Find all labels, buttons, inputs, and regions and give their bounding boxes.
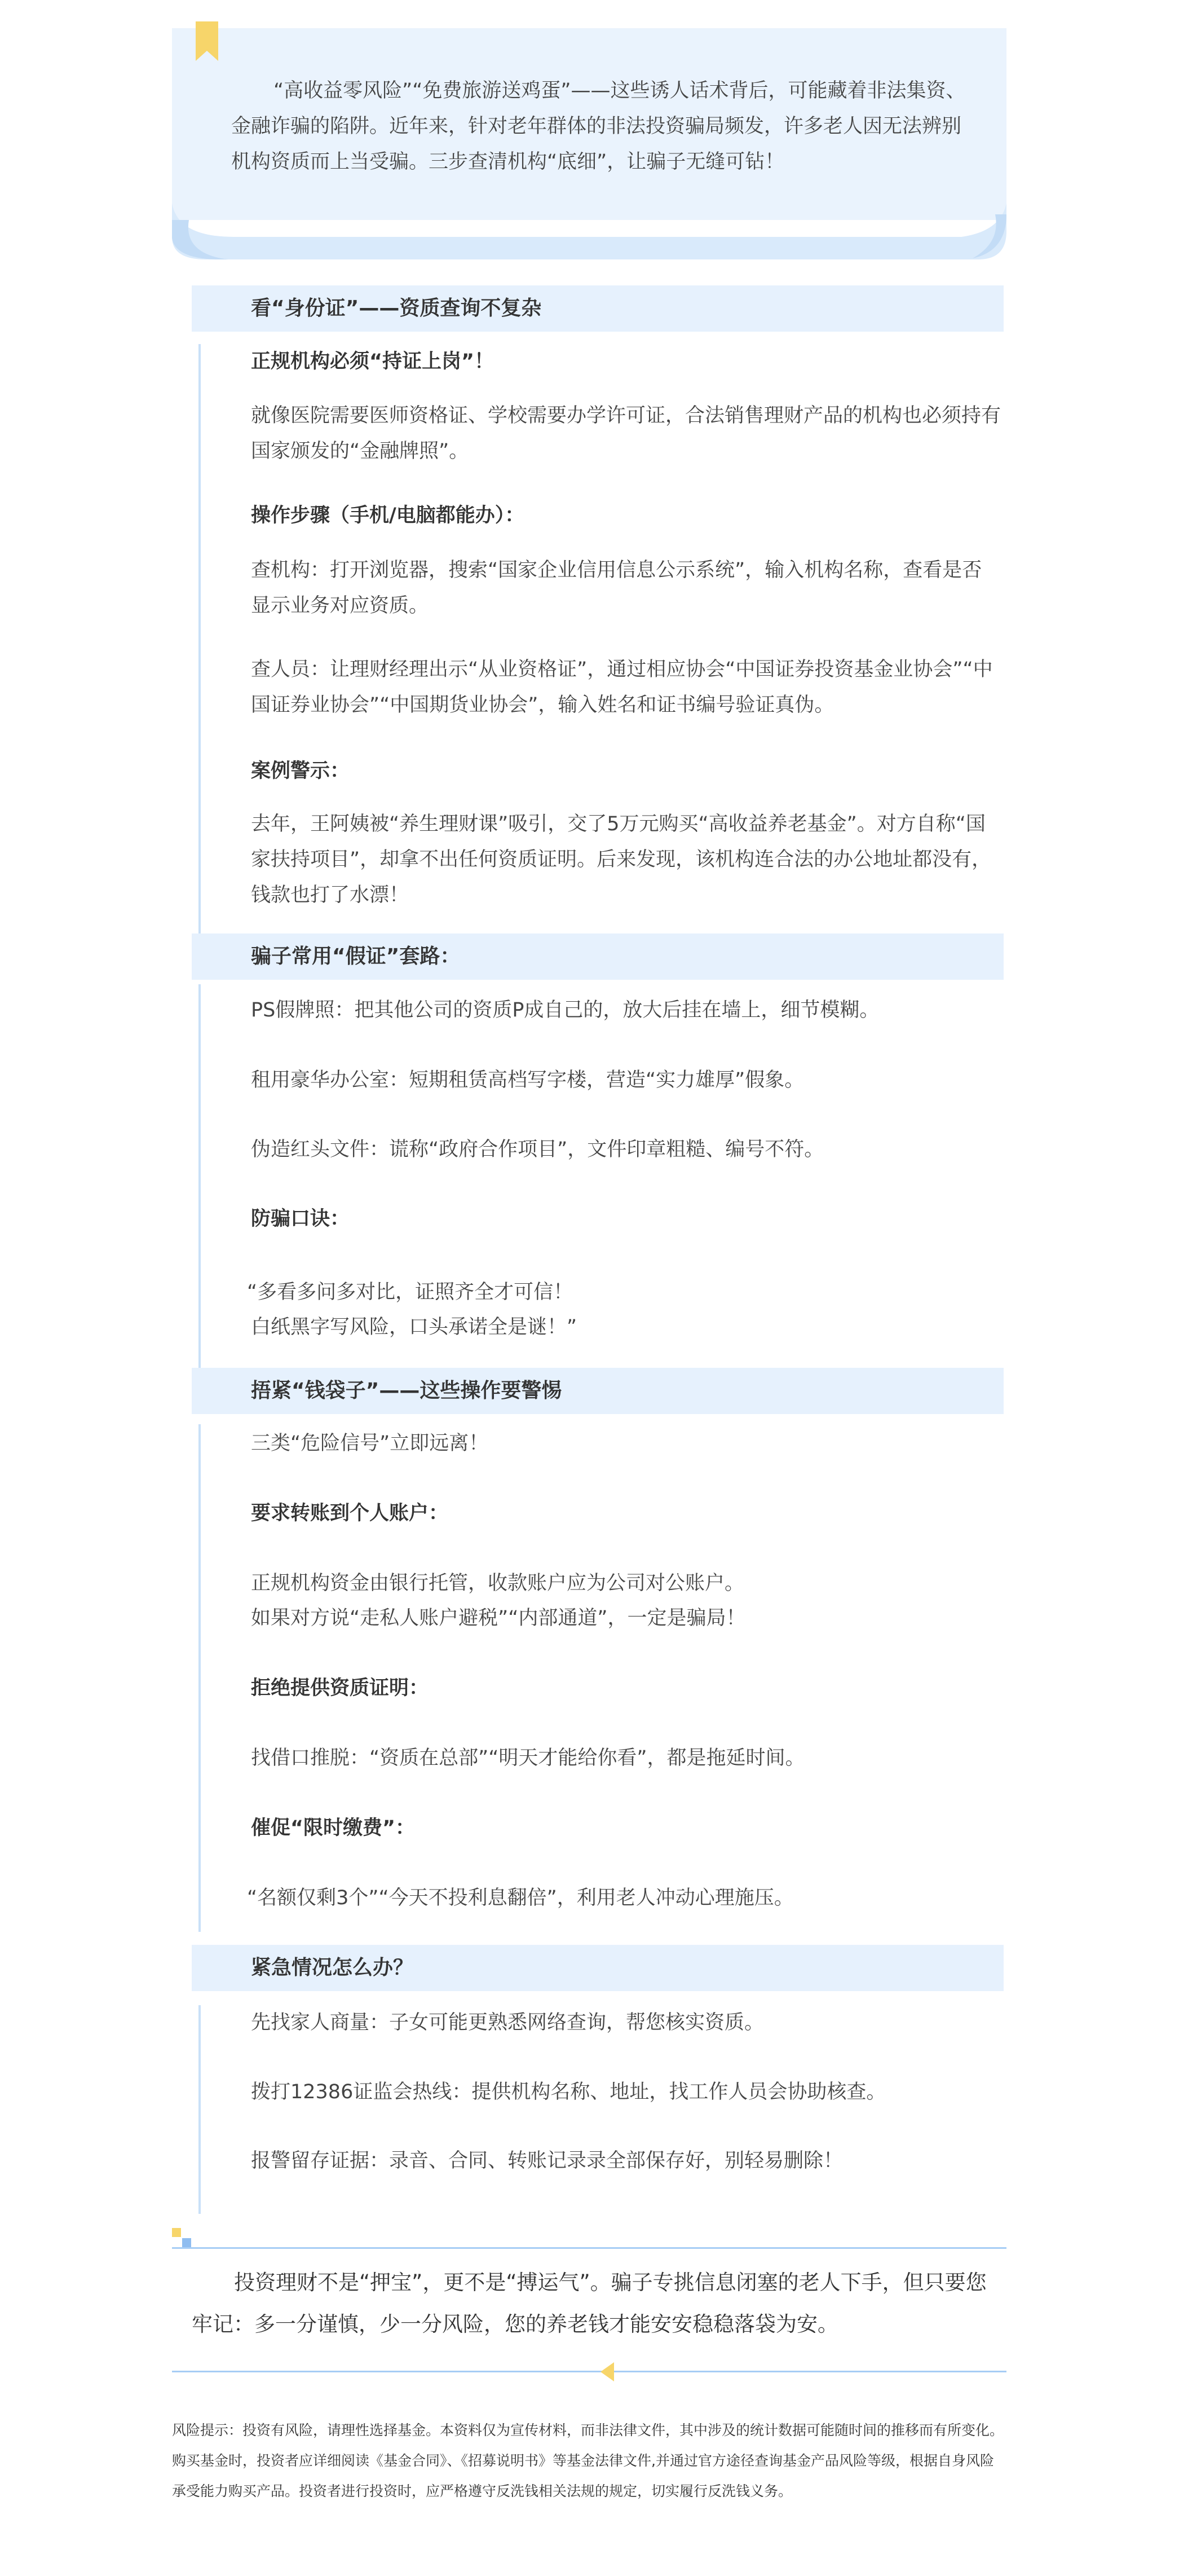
intro-paragraph: “高收益零风险”“免费旅游送鸡蛋”——这些诱人话术背后，可能藏着非法集资、金融诈骗的陷阱。近年来，针对老年群体的非法投资骗局频发，许多老人因无法辨别机构资质而上当受骗。三步查清机构“底细”，让骗子无缝可钻！	[231, 80, 966, 173]
paragraph: 查人员：让理财经理出示“从业资格证”，通过相应协会“中国证券投资基金业协会”“中国证券业协会”“中国期货业协会”，输入姓名和证书编号验证真伪。	[251, 658, 993, 716]
section-header-qualification	[192, 285, 1004, 332]
paragraph: 正规机构资金由银行托管，收款账户应为公司对公账户。	[251, 1572, 745, 1595]
section-header-emergency	[192, 1945, 1004, 1991]
slogan-line: “多看多问多对比，证照齐全才可信！	[247, 1281, 573, 1304]
intro-card	[172, 28, 1006, 259]
bookmark-icon	[196, 21, 218, 61]
subheading: 要求转账到个人账户：	[251, 1502, 449, 1525]
paragraph: 租用豪华办公室：短期租赁高档写字楼，营造“实力雄厚”假象。	[251, 1069, 805, 1091]
subheading: 防骗口诀：	[251, 1208, 350, 1230]
subheading: 拒绝提供资质证明：	[251, 1677, 429, 1699]
section-title: 骗子常用“假证”套路：	[251, 945, 461, 968]
section-rule	[198, 984, 201, 1368]
paragraph: 先找家人商量：子女可能更熟悉网络查询，帮您核实资质。	[251, 2011, 765, 2034]
section-rule	[198, 1424, 201, 1932]
section-header-fake-certificates	[192, 933, 1004, 980]
paragraph: 报警留存证据：录音、合同、转账记录录全部保存好，别轻易删除！	[251, 2150, 844, 2172]
paragraph: 拨打12386证监会热线：提供机构名称、地址，找工作人员会协助核查。	[251, 2081, 886, 2103]
subheading: 正规机构必须“持证上岗”！	[251, 350, 494, 373]
paragraph: 三类“危险信号”立即远离！	[251, 1432, 489, 1455]
slogan-line: 白纸黑字写风险，口头承诺全是谜！”	[251, 1316, 577, 1338]
section-title: 看“身份证”——资质查询不复杂	[251, 297, 542, 320]
section-rule	[198, 2005, 201, 2214]
paragraph: 去年，王阿姨被“养生理财课”吸引，交了5万元购买“高收益养老基金”。对方自称“国家扶持项目”，却拿不出任何资质证明。后来发现，该机构连合法的办公地址都没有，钱款也打了水漂！	[251, 813, 992, 906]
paragraph: 就像医院需要医师资格证、学校需要办学许可证，合法销售理财产品的机构也必须持有国家颁发的“金融牌照”。	[251, 404, 1001, 463]
paragraph: 查机构：打开浏览器，搜索“国家企业信用信息公示系统”，输入机构名称，查看是否显示业务对应资质。	[251, 559, 982, 617]
divider-bottom	[172, 2371, 1006, 2372]
section-title: 捂紧“钱袋子”——这些操作要警惕	[251, 1379, 562, 1402]
section-rule	[198, 344, 201, 933]
subheading: 操作步骤（手机/电脑都能办）：	[251, 504, 525, 527]
paragraph: PS假牌照：把其他公司的资质P成自己的，放大后挂在墙上，细节模糊。	[251, 999, 880, 1021]
decorative-squares-icon	[172, 2228, 195, 2248]
section-title: 紧急情况怎么办？	[251, 1956, 414, 1979]
paragraph: 如果对方说“走私人账户避税”“内部通道”，一定是骗局！	[251, 1607, 746, 1630]
risk-notice: 风险提示：投资有风险，请理性选择基金。本资料仅为宣传材料，而非法律文件，其中涉及的统计数据可能随时间的推移而有所变化。购买基金时，投资者应详细阅读《基金合同》、《招募说明书》等基金法律文件,并通过官方途径查询基金产品风险等级，根据自身风险承受能力购买产品。投资者进行投资时，应严格遵守反洗钱相关法规的规定，切实履行反洗钱义务。	[172, 2422, 1004, 2499]
section-header-wallet	[192, 1368, 1004, 1414]
subheading: 催促“限时缴费”：	[251, 1817, 416, 1839]
divider-top	[172, 2247, 1006, 2249]
triangle-marker-icon	[600, 2362, 614, 2381]
paragraph: 找借口推脱：“资质在总部”“明天才能给你看”，都是拖延时间。	[251, 1747, 805, 1769]
subheading: 案例警示：	[251, 760, 350, 782]
paragraph: “名额仅剩3个”“今天不投利息翻倍”，利用老人冲动心理施压。	[247, 1887, 794, 1909]
closing-paragraph: 投资理财不是“押宝”，更不是“搏运气”。骗子专挑信息闭塞的老人下手，但只要您牢记：多一分谨慎，少一分风险，您的养老钱才能安安稳稳落袋为安。	[192, 2270, 987, 2336]
paragraph: 伪造红头文件：谎称“政府合作项目”，文件印章粗糙、编号不符。	[251, 1138, 824, 1161]
